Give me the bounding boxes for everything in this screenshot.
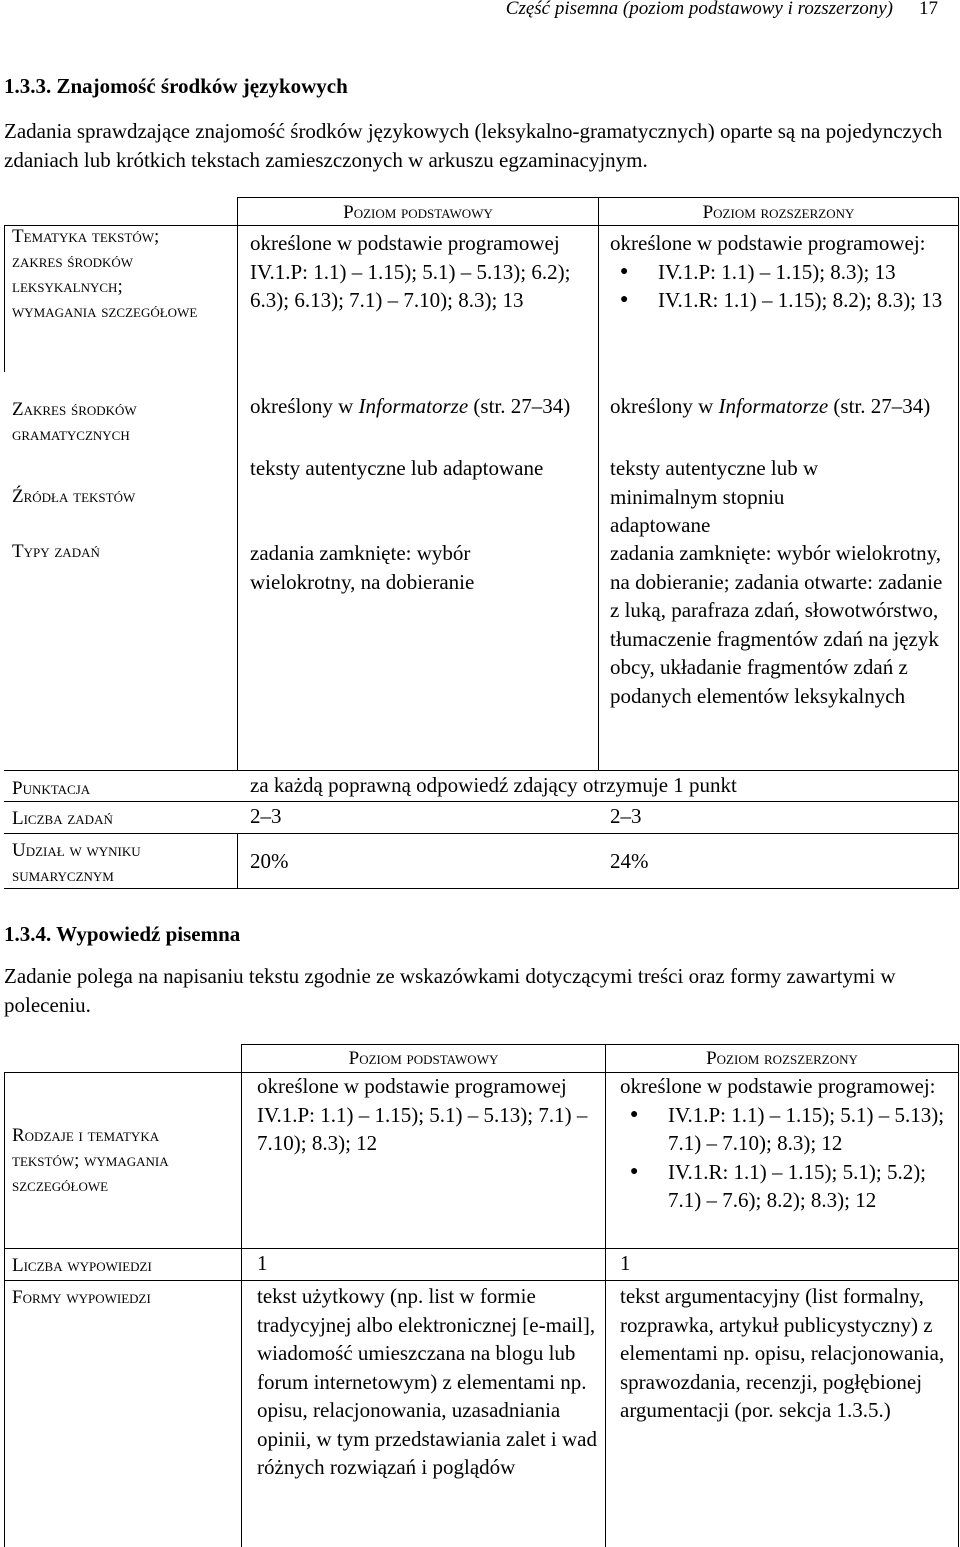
column-header-basic: Poziom podstawowy (348, 1048, 499, 1069)
row-label-zrodla: Źródła tekstów (12, 486, 136, 507)
zrodla-basic: teksty autentyczne lub adaptowane (250, 456, 544, 480)
typy-basic: zadania zamknięte: wybór wielokrotny, na dobieranie (250, 541, 475, 594)
udzial-extended: 24% (610, 849, 649, 873)
rodzaje-basic: określone w podstawie programowej IV.1.P: 1.1) – 1.15); 5.1) – 5.13); 7.1) – 7.10); 8.3); 12 (257, 1074, 588, 1155)
row-label-typy: Typy zadań (12, 541, 100, 562)
tematyka-extended-list (610, 258, 950, 315)
running-header (506, 0, 938, 20)
liczba-zadan-basic: 2–3 (250, 804, 282, 828)
row-label-rodzaje: Rodzaje i tematyka tekstów; wymagania szczegółowe (12, 1125, 169, 1196)
list-item: ● IV.1.P: 1.1) – 1.15); 5.1) – 5.13); 7.1) – 7.10); 8.3); 12 (620, 1101, 955, 1158)
tematyka-extended (610, 229, 950, 315)
punktacja-value: za każdą poprawną odpowiedź zdający otrzymuje 1 punkt (250, 773, 737, 797)
formy-extended: tekst argumentacyjny (list formalny, rozprawka, artykuł publicystyczny) z elementami np. opisu, relacjonowania, sprawozdania, recenzji, pogłębionej argumentacji (por. sekcja 1.3.5.) (620, 1284, 945, 1422)
row-label-udzial: Udział w wyniku sumarycznym (12, 840, 141, 886)
column-header-basic: Poziom podstawowy (343, 202, 493, 223)
row-label-liczba-zadan: Liczba zadań (12, 808, 113, 829)
gramatyka-basic: określony w Informatorze (str. 27–34) (250, 394, 571, 418)
rodzaje-extended (620, 1072, 955, 1215)
header-title: Część pisemna (poziom podstawowy i rozszerzony) (505, 0, 893, 19)
section-intro-1-3-4: Zadanie polega na napisaniu tekstu zgodnie ze wskazówkami dotyczącymi treści oraz formy zawartymi w poleceniu. (4, 964, 896, 1017)
formy-basic: tekst użytkowy (np. list w formie tradycyjnej albo elektronicznej [e-mail], wiadomość umieszczana na blogu lub forum internetowym) z elementami np. opisu, relacjonowania, uzasadniania opinii, w tym przedstawiania zalet i wad różnych rozwiązań i poglądów (257, 1284, 597, 1479)
row-label-liczba-wypowiedzi: Liczba wypowiedzi (12, 1255, 152, 1276)
list-item: ● IV.1.R: 1.1) – 1.15); 5.1); 5.2); 7.1) – 7.6); 8.2); 8.3); 12 (620, 1158, 955, 1215)
section-heading-1-3-4: 1.3.4. Wypowiedź pisemna (4, 922, 241, 946)
tematyka-basic: określone w podstawie programowej IV.1.P: 1.1) – 1.15); 5.1) – 5.13); 6.2); 6.3); 6.13); 7.1) – 7.10); 8.3); 13 (250, 231, 571, 312)
list-item: ● IV.1.R: 1.1) – 1.15); 8.2); 8.3); 13 (610, 286, 950, 315)
row-label-formy: Formy wypowiedzi (12, 1287, 151, 1308)
tematyka-extended-intro: określone w podstawie programowej: (610, 231, 926, 255)
typy-extended: zadania zamknięte: wybór wielokrotny, na dobieranie; zadania otwarte: zadanie z luką, parafraza zdań, słowotwórstwo, tłumaczenie fragmentów zdań na język obcy, układanie fragmentów zdań z podanych elementów leksykalnych (610, 541, 943, 708)
liczba-wypowiedzi-basic: 1 (257, 1251, 268, 1275)
liczba-wypowiedzi-extended: 1 (620, 1251, 631, 1275)
row-label-punktacja: Punktacja (12, 778, 91, 799)
udzial-basic: 20% (250, 849, 289, 873)
list-item: ● IV.1.P: 1.1) – 1.15); 8.3); 13 (610, 258, 950, 287)
liczba-zadan-extended: 2–3 (610, 804, 642, 828)
row-label-gramatyka: Zakres środków gramatycznych (12, 399, 137, 445)
column-header-extended: Poziom rozszerzony (706, 1048, 858, 1069)
column-header-extended: Poziom rozszerzony (702, 202, 855, 223)
section-intro-1-3-3: Zadania sprawdzające znajomość środków językowych (leksykalno-gramatycznych) oparte są na pojedynczych zdaniach lub krótkich tekstach zamieszczonych w arkuszu egzaminacyjnym. (4, 119, 943, 172)
row-label-tematyka: Tematyka tekstów; zakres środków leksykalnych; wymagania szczegółowe (12, 226, 198, 322)
section-heading-1-3-3: 1.3.3. Znajomość środków językowych (4, 74, 348, 98)
zrodla-extended: teksty autentyczne lub w minimalnym stopniu adaptowane (610, 456, 819, 537)
page-number: 17 (919, 0, 938, 19)
gramatyka-extended: określony w Informatorze (str. 27–34) (610, 394, 931, 418)
rodzaje-extended-list (620, 1101, 955, 1215)
rodzaje-extended-intro: określone w podstawie programowej: (620, 1074, 936, 1098)
